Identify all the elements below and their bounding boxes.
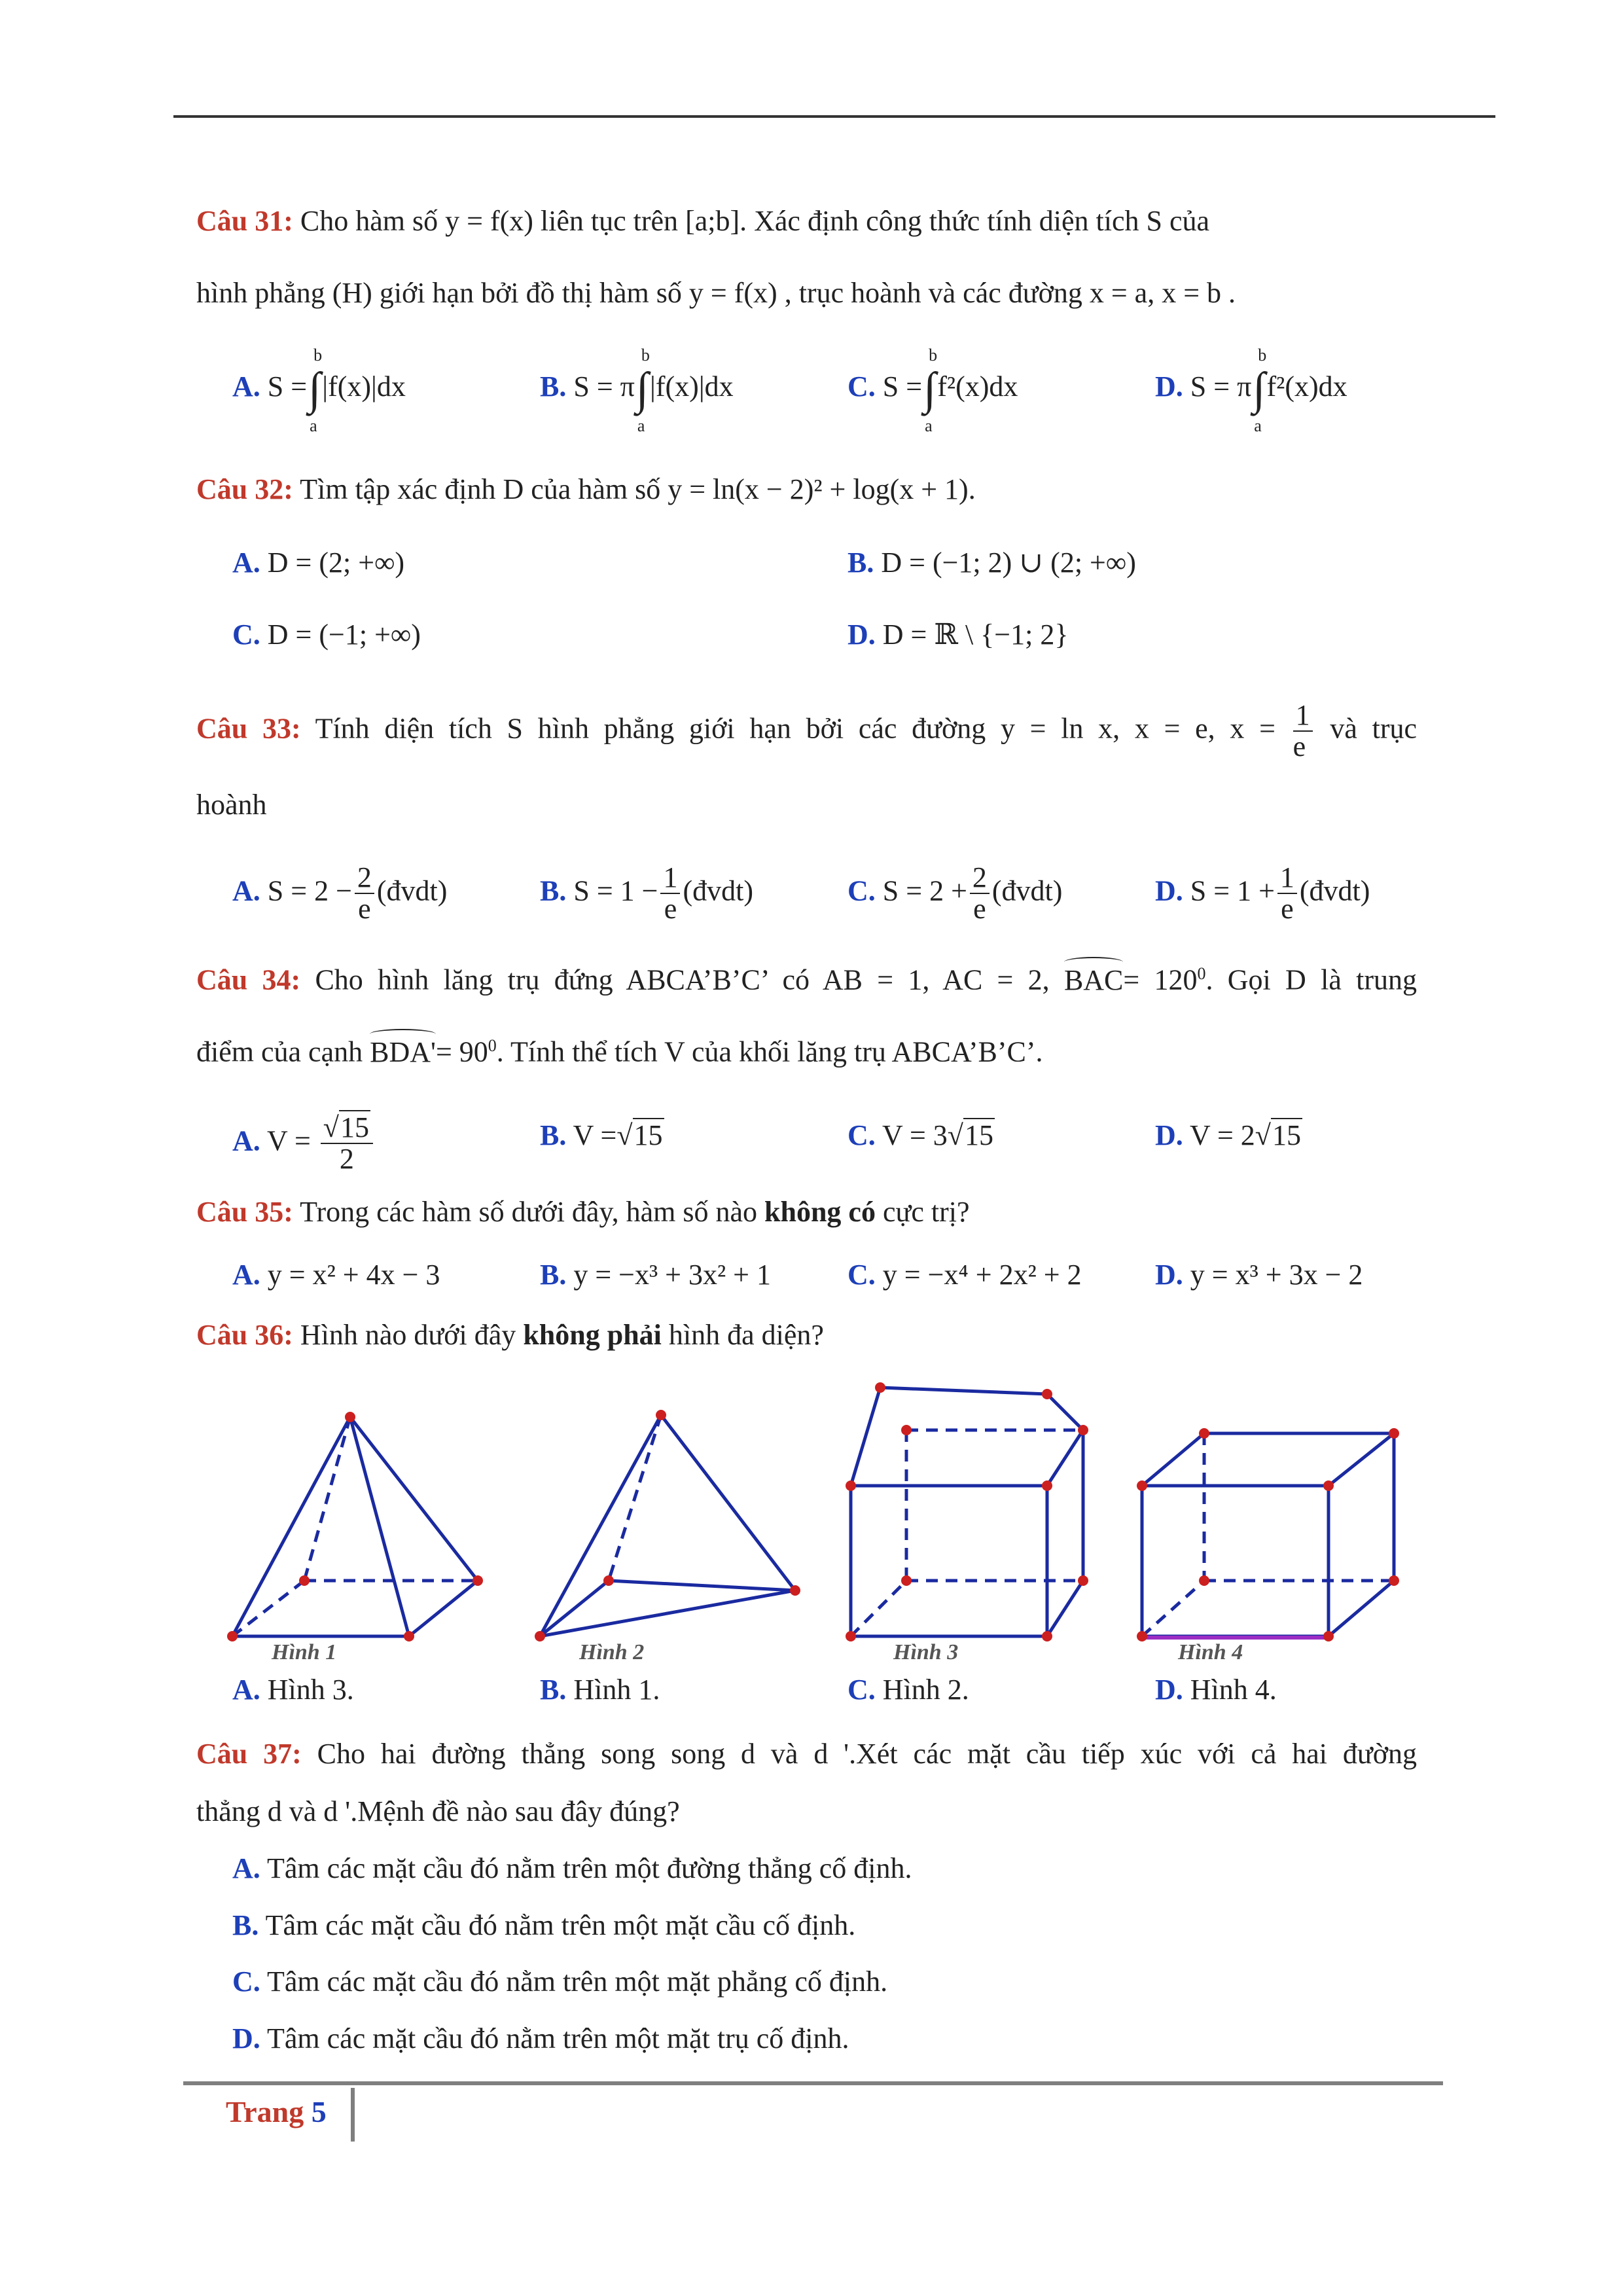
- q35-option-b[interactable]: B. y = −x³ + 3x² + 1: [540, 1259, 771, 1291]
- q37-option-d[interactable]: D. Tâm các mặt cầu đó nằm trên một mặt trụ cố định.: [232, 2022, 849, 2054]
- q34-option-d[interactable]: D. V = 2√15: [1155, 1119, 1301, 1151]
- q34-line2: điểm của cạnh $BDA'= 90^0$. Tính thể tích V của khối lăng trụ ABCA’B’C’.: [196, 1026, 1043, 1072]
- q37-line1: Câu 37: Cho hai đường thẳng song song d và d '.Xét các mặt cầu tiếp xúc với cả hai đường: [196, 1738, 1417, 1770]
- angle-bda: BDA': [370, 1033, 436, 1072]
- q31-line2: hình phẳng (H) giới hạn bởi đồ thị hàm số y = f(x) , trục hoành và các đường x = a, x = b .: [196, 277, 1236, 309]
- q33-line2: hoành: [196, 789, 267, 821]
- q34-option-c[interactable]: C. V = 3√15: [847, 1119, 993, 1151]
- q34-line1: Câu 34: Cho hình lăng trụ đứng ABCA’B’C’ có AB = 1, AC = 2, $BAC= 120^0$. Gọi D là trung: [196, 954, 1417, 1000]
- q32-option-b[interactable]: B. D = (−1; 2) ∪ (2; +∞): [847, 547, 1136, 579]
- integral-sign: ∫ b a: [308, 346, 323, 435]
- q33-line1: Câu 33: Tính diện tích S hình phẳng giới hạn bởi các đường y = ln x, x = e, x = $\frac{1}{e}$ và trục: [196, 699, 1418, 763]
- q32-option-a[interactable]: A. D = (2; +∞): [232, 547, 405, 579]
- figure-3-composite: [851, 1388, 1083, 1636]
- footer-divider: [351, 2088, 355, 2142]
- q36-option-b[interactable]: B. Hình 1.: [540, 1674, 660, 1706]
- q35-line1: Câu 35: Trong các hàm số dưới đây, hàm số nào không có cực trị?: [196, 1196, 970, 1228]
- q36-line1: Câu 36: Hình nào dưới đây không phải hình đa diện?: [196, 1319, 824, 1351]
- q31-line1: Câu 31: Cho hàm số y = f(x) liên tục trên [a;b]. Xác định công thức tính diện tích S của: [196, 205, 1210, 237]
- integral-sign: ∫ b a: [635, 346, 650, 435]
- q31-option-b[interactable]: B. S = π∫ b a |f(x)|dx: [540, 346, 734, 435]
- integral-sign: ∫ b a: [923, 346, 938, 435]
- q36-option-c[interactable]: C. Hình 2.: [847, 1674, 969, 1706]
- q31-option-d[interactable]: D. S = π∫ b a f²(x)dx: [1155, 346, 1347, 435]
- figure-4-box: [1142, 1433, 1394, 1638]
- q33-option-b[interactable]: B. S = 1 − $\frac{1}{e}$ (đvdt): [540, 861, 753, 925]
- figure-3-caption: Hình 3: [893, 1640, 959, 1662]
- header-rule: [173, 115, 1495, 118]
- integral-sign: ∫ b a: [1253, 346, 1267, 435]
- figure-2-caption: Hình 2: [579, 1640, 645, 1662]
- footer-rule: [183, 2081, 1443, 2085]
- vertex-markers: [227, 1382, 1399, 1641]
- q35-option-a[interactable]: A. y = x² + 4x − 3: [232, 1259, 440, 1291]
- q34-option-b[interactable]: B. V =√15: [540, 1119, 663, 1151]
- page-number: Trang 5: [226, 2095, 327, 2128]
- q36-option-a[interactable]: A. Hình 3.: [232, 1674, 354, 1706]
- fraction: $\frac{1}{e}$: [1293, 700, 1313, 762]
- q34-option-a[interactable]: A. V = $\frac{√15}{2}$: [232, 1113, 376, 1174]
- q35-option-d[interactable]: D. y = x³ + 3x − 2: [1155, 1259, 1363, 1291]
- figure-1-caption: Hình 1: [272, 1640, 337, 1662]
- q37-line2: thẳng d và d '.Mệnh đề nào sau đây đúng?: [196, 1795, 680, 1827]
- angle-bac: BAC: [1064, 961, 1123, 1000]
- q32-option-d[interactable]: D. D = ℝ \ {−1; 2}: [847, 619, 1069, 651]
- q36-option-d[interactable]: D. Hình 4.: [1155, 1674, 1277, 1706]
- figure-1-pyramid: [232, 1417, 478, 1636]
- q37-option-b[interactable]: B. Tâm các mặt cầu đó nằm trên một mặt cầu cố định.: [232, 1909, 856, 1941]
- q32-line1: Câu 32: Tìm tập xác định D của hàm số y = ln(x − 2)² + log(x + 1).: [196, 473, 976, 505]
- q33-option-d[interactable]: D. S = 1 + $\frac{1}{e}$ (đvdt): [1155, 861, 1370, 925]
- question-label: Câu 31:: [196, 205, 293, 237]
- q33-option-c[interactable]: C. S = 2 + $\frac{2}{e}$ (đvdt): [847, 861, 1063, 925]
- figure-2-tetrahedron: [540, 1415, 795, 1636]
- polyhedra-figures: [216, 1381, 1459, 1662]
- q35-option-c[interactable]: C. y = −x⁴ + 2x² + 2: [847, 1259, 1082, 1291]
- q33-option-a[interactable]: A. S = 2 − $\frac{2}{e}$ (đvdt): [232, 861, 448, 925]
- q37-option-c[interactable]: C. Tâm các mặt cầu đó nằm trên một mặt phẳng cố định.: [232, 1965, 888, 1998]
- q31-option-a[interactable]: A. S =∫ b a |f(x)|dx: [232, 346, 406, 435]
- q32-option-c[interactable]: C. D = (−1; +∞): [232, 619, 421, 651]
- q37-option-a[interactable]: A. Tâm các mặt cầu đó nằm trên một đường thẳng cố định.: [232, 1852, 912, 1884]
- figure-4-caption: Hình 4: [1178, 1640, 1243, 1662]
- q31-option-c[interactable]: C. S =∫ b a f²(x)dx: [847, 346, 1018, 435]
